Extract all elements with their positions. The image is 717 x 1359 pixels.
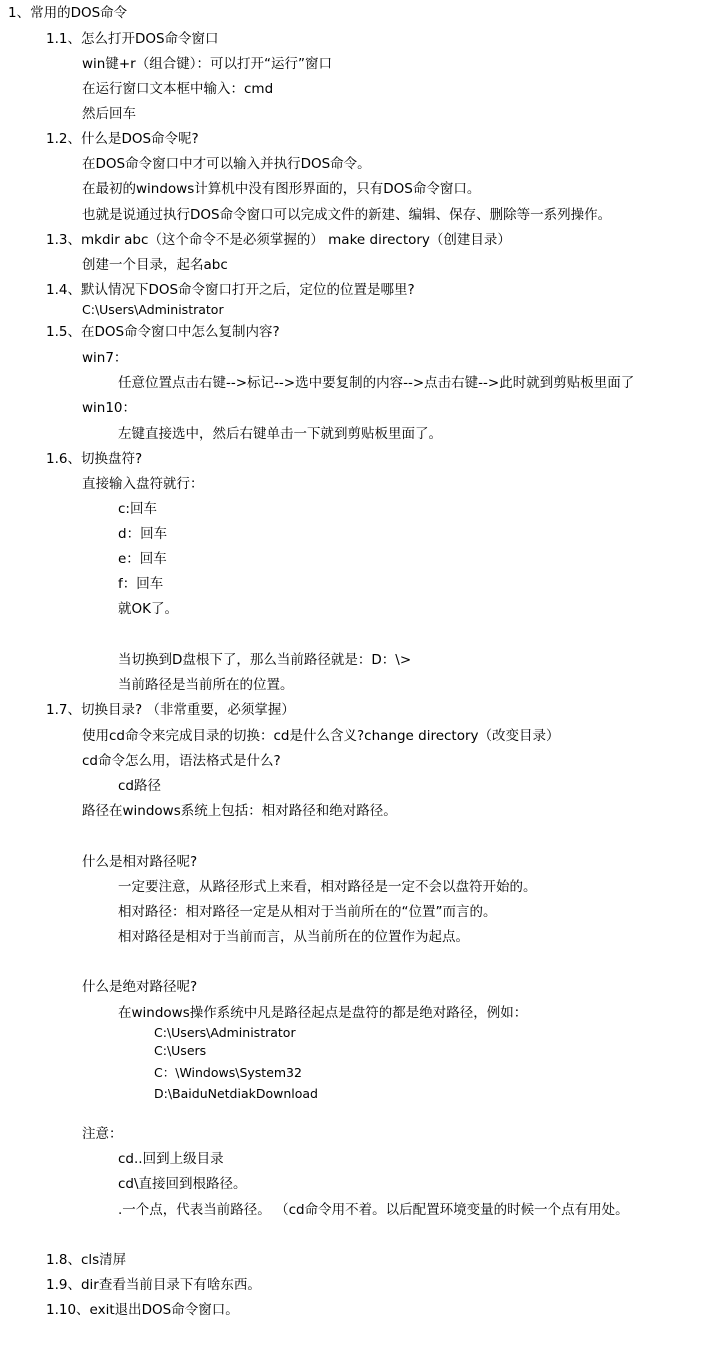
text-line: 然后回车 [82,106,136,122]
section-1-7-heading: 1.7、切换目录? （非常重要，必须掌握） [46,702,295,718]
text-line: 当切换到D盘根下了，那么当前路径就是：D：\> [118,652,412,668]
path-text: C:\Users\Administrator [82,302,224,317]
text-line: 使用cd命令来完成目录的切换：cd是什么含义?change directory（改变目录） [82,728,560,744]
section-1-8-heading: 1.8、cls清屏 [46,1252,127,1268]
text-line: 在windows操作系统中凡是路径起点是盘符的都是绝对路径，例如： [118,1005,528,1021]
section-1-5-heading: 1.5、在DOS命令窗口中怎么复制内容? [46,324,280,340]
path-example: C：\Windows\System32 [154,1065,302,1080]
section-1-10-heading: 1.10、exit退出DOS命令窗口。 [46,1302,239,1318]
text-line: 相对路径：相对路径一定是从相对于当前所在的“位置”而言的。 [118,904,497,920]
path-example: C:\Users [154,1043,207,1058]
relative-path-question: 什么是相对路径呢? [82,854,198,870]
section-1-1-heading: 1.1、怎么打开DOS命令窗口 [46,31,219,47]
win10-label: win10： [82,400,137,416]
text-line: .一个点，代表当前路径。 （cd命令用不着。以后配置环境变量的时候一个点有用处。 [118,1202,629,1218]
text-line: 一定要注意，从路径形式上来看，相对路径是一定不会以盘符开始的。 [118,879,537,895]
text-line: e：回车 [118,551,167,567]
text-line: 在DOS命令窗口中才可以输入并执行DOS命令。 [82,156,371,172]
note-label: 注意： [82,1126,123,1142]
text-line: cd\直接回到根路径。 [118,1176,247,1192]
text-line: 创建一个目录，起名abc [82,257,228,273]
text-line: 也就是说通过执行DOS命令窗口可以完成文件的新建、编辑、保存、删除等一系列操作。 [82,207,612,223]
text-line: 相对路径是相对于当前而言，从当前所在的位置作为起点。 [118,929,469,945]
text-line: d：回车 [118,526,168,542]
doc-title: 1、常用的DOS命令 [8,5,128,21]
section-1-4-heading: 1.4、默认情况下DOS命令窗口打开之后，定位的位置是哪里? [46,282,415,298]
text-line: 左键直接选中，然后右键单击一下就到剪贴板里面了。 [118,426,442,442]
text-line: cd命令怎么用，语法格式是什么? [82,753,281,769]
path-example: C:\Users\Administrator [154,1025,296,1040]
text-line: 当前路径是当前所在的位置。 [118,677,294,693]
section-1-2-heading: 1.2、什么是DOS命令呢? [46,131,199,147]
text-line: cd路径 [118,778,161,794]
text-line: c:回车 [118,501,157,517]
section-1-3-heading: 1.3、mkdir abc（这个命令不是必须掌握的） make directory（创建目录） [46,232,511,248]
section-1-6-heading: 1.6、切换盘符? [46,451,143,467]
text-line: f：回车 [118,576,164,592]
text-line: win键+r（组合键）：可以打开“运行”窗口 [82,56,332,72]
text-line: 路径在windows系统上包括：相对路径和绝对路径。 [82,803,397,819]
text-line: 就OK了。 [118,601,178,617]
win7-label: win7： [82,350,128,366]
text-line: 任意位置点击右键-->标记-->选中要复制的内容-->点击右键-->此时就到剪贴板里面了 [118,375,635,391]
path-example: D:\BaiduNetdiakDownload [154,1086,318,1101]
text-line: 直接输入盘符就行： [82,476,204,492]
absolute-path-question: 什么是绝对路径呢? [82,979,198,995]
text-line: 在最初的windows计算机中没有图形界面的，只有DOS命令窗口。 [82,181,481,197]
section-1-9-heading: 1.9、dir查看当前目录下有啥东西。 [46,1277,261,1293]
text-line: cd..回到上级目录 [118,1151,224,1167]
text-line: 在运行窗口文本框中输入：cmd [82,81,274,97]
